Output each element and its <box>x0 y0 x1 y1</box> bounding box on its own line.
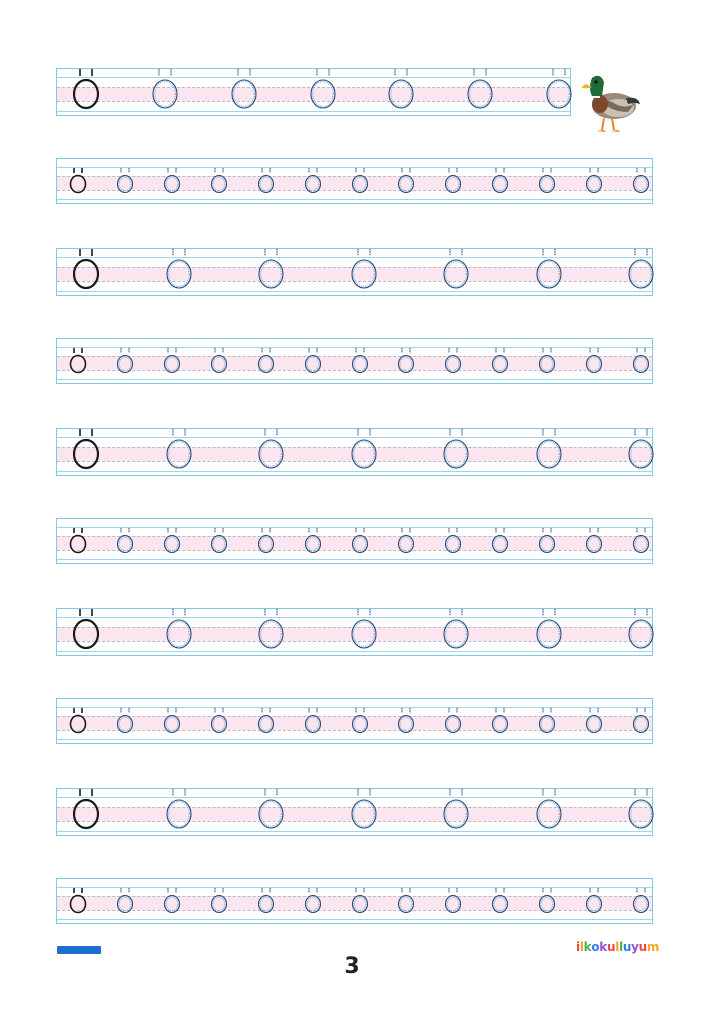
trace-letter <box>489 345 511 375</box>
guide-line <box>57 471 652 472</box>
trace-letter <box>255 885 277 915</box>
trace-letter <box>583 165 605 195</box>
practice-row <box>56 878 653 924</box>
model-letter <box>69 245 103 291</box>
trace-letter <box>395 525 417 555</box>
trace-letter <box>630 345 652 375</box>
practice-row <box>56 698 653 744</box>
trace-letter <box>254 425 288 471</box>
trace-letter <box>349 525 371 555</box>
guide-line <box>57 739 652 740</box>
model-letter <box>67 525 89 555</box>
trace-letter <box>442 165 464 195</box>
trace-letter <box>208 525 230 555</box>
trace-letter <box>395 345 417 375</box>
brand-logo-letter: l <box>615 940 620 954</box>
trace-letter <box>208 165 230 195</box>
trace-letter <box>630 165 652 195</box>
trace-letter <box>255 165 277 195</box>
brand-logo-letter: u <box>606 940 616 954</box>
trace-letter <box>162 245 196 291</box>
practice-row <box>56 338 653 384</box>
trace-letter <box>161 705 183 735</box>
trace-letter <box>114 885 136 915</box>
trace-letter <box>302 525 324 555</box>
trace-letter <box>583 705 605 735</box>
trace-letter <box>161 525 183 555</box>
trace-letter <box>161 885 183 915</box>
guide-line <box>57 919 652 920</box>
practice-row <box>56 158 653 204</box>
trace-letter <box>347 425 381 471</box>
trace-letter <box>395 705 417 735</box>
trace-letter <box>114 705 136 735</box>
page-number: 3 <box>344 954 360 979</box>
trace-letter <box>208 705 230 735</box>
trace-letter <box>162 605 196 651</box>
trace-letter <box>583 885 605 915</box>
trace-letter <box>439 425 473 471</box>
trace-letter <box>395 165 417 195</box>
trace-letter <box>302 345 324 375</box>
trace-letter <box>161 345 183 375</box>
trace-letter <box>254 245 288 291</box>
trace-letter <box>442 885 464 915</box>
trace-letter <box>624 605 658 651</box>
trace-letter <box>583 345 605 375</box>
trace-letter <box>306 65 340 111</box>
trace-letter <box>347 785 381 831</box>
trace-letter <box>439 785 473 831</box>
trace-letter <box>583 525 605 555</box>
trace-letter <box>463 65 497 111</box>
guide-line <box>57 559 652 560</box>
model-letter <box>67 885 89 915</box>
brand-logo-letter: o <box>591 940 600 954</box>
trace-letter <box>395 885 417 915</box>
practice-row <box>56 518 653 564</box>
trace-letter <box>630 705 652 735</box>
trace-letter <box>148 65 182 111</box>
trace-letter <box>624 785 658 831</box>
trace-letter <box>532 425 566 471</box>
trace-letter <box>302 885 324 915</box>
trace-letter <box>630 525 652 555</box>
brand-logo <box>576 940 659 960</box>
trace-letter <box>442 705 464 735</box>
guide-line <box>57 379 652 380</box>
trace-letter <box>489 525 511 555</box>
duck-icon <box>578 68 642 134</box>
trace-letter <box>114 165 136 195</box>
guide-line <box>57 651 652 652</box>
trace-letter <box>114 345 136 375</box>
trace-letter <box>349 165 371 195</box>
brand-logo-letter: l <box>579 940 584 954</box>
trace-letter <box>349 345 371 375</box>
trace-letter <box>302 705 324 735</box>
trace-letter <box>161 165 183 195</box>
trace-letter <box>489 885 511 915</box>
trace-letter <box>255 525 277 555</box>
trace-letter <box>542 65 576 111</box>
brand-logo-letter: u <box>622 940 632 954</box>
publisher-logo <box>57 946 101 954</box>
trace-letter <box>624 425 658 471</box>
guide-line <box>57 111 570 112</box>
practice-row <box>56 788 653 836</box>
practice-row <box>56 428 653 476</box>
trace-letter <box>439 605 473 651</box>
model-letter <box>67 165 89 195</box>
trace-letter <box>532 605 566 651</box>
guide-line <box>57 199 652 200</box>
brand-logo-letter: u <box>638 940 647 954</box>
trace-letter <box>347 605 381 651</box>
brand-logo-letter: i <box>576 940 580 954</box>
model-letter <box>69 605 103 651</box>
trace-letter <box>489 165 511 195</box>
brand-logo-letter: k <box>599 940 607 954</box>
practice-row <box>56 608 653 656</box>
trace-letter <box>254 605 288 651</box>
trace-letter <box>255 345 277 375</box>
trace-letter <box>536 165 558 195</box>
trace-letter <box>302 165 324 195</box>
trace-letter <box>255 705 277 735</box>
model-letter <box>69 785 103 831</box>
trace-letter <box>114 525 136 555</box>
practice-row <box>56 68 571 116</box>
trace-letter <box>442 345 464 375</box>
trace-letter <box>162 785 196 831</box>
trace-letter <box>347 245 381 291</box>
trace-letter <box>208 885 230 915</box>
trace-letter <box>227 65 261 111</box>
guide-line <box>57 291 652 292</box>
model-letter <box>67 705 89 735</box>
trace-letter <box>254 785 288 831</box>
trace-letter <box>536 705 558 735</box>
practice-row <box>56 248 653 296</box>
trace-letter <box>532 245 566 291</box>
model-letter <box>69 425 103 471</box>
trace-letter <box>536 345 558 375</box>
trace-letter <box>162 425 196 471</box>
trace-letter <box>532 785 566 831</box>
trace-letter <box>349 705 371 735</box>
trace-letter <box>384 65 418 111</box>
trace-letter <box>349 885 371 915</box>
guide-line <box>57 831 652 832</box>
model-letter <box>67 345 89 375</box>
brand-logo-letter: y <box>631 940 639 954</box>
brand-logo-letter: k <box>583 940 592 954</box>
trace-letter <box>442 525 464 555</box>
trace-letter <box>630 885 652 915</box>
trace-letter <box>536 885 558 915</box>
model-letter <box>69 65 103 111</box>
brand-logo-letter: m <box>646 940 660 954</box>
trace-letter <box>439 245 473 291</box>
trace-letter <box>536 525 558 555</box>
trace-letter <box>624 245 658 291</box>
trace-letter <box>208 345 230 375</box>
trace-letter <box>489 705 511 735</box>
brand-logo-letter: l <box>619 940 623 954</box>
